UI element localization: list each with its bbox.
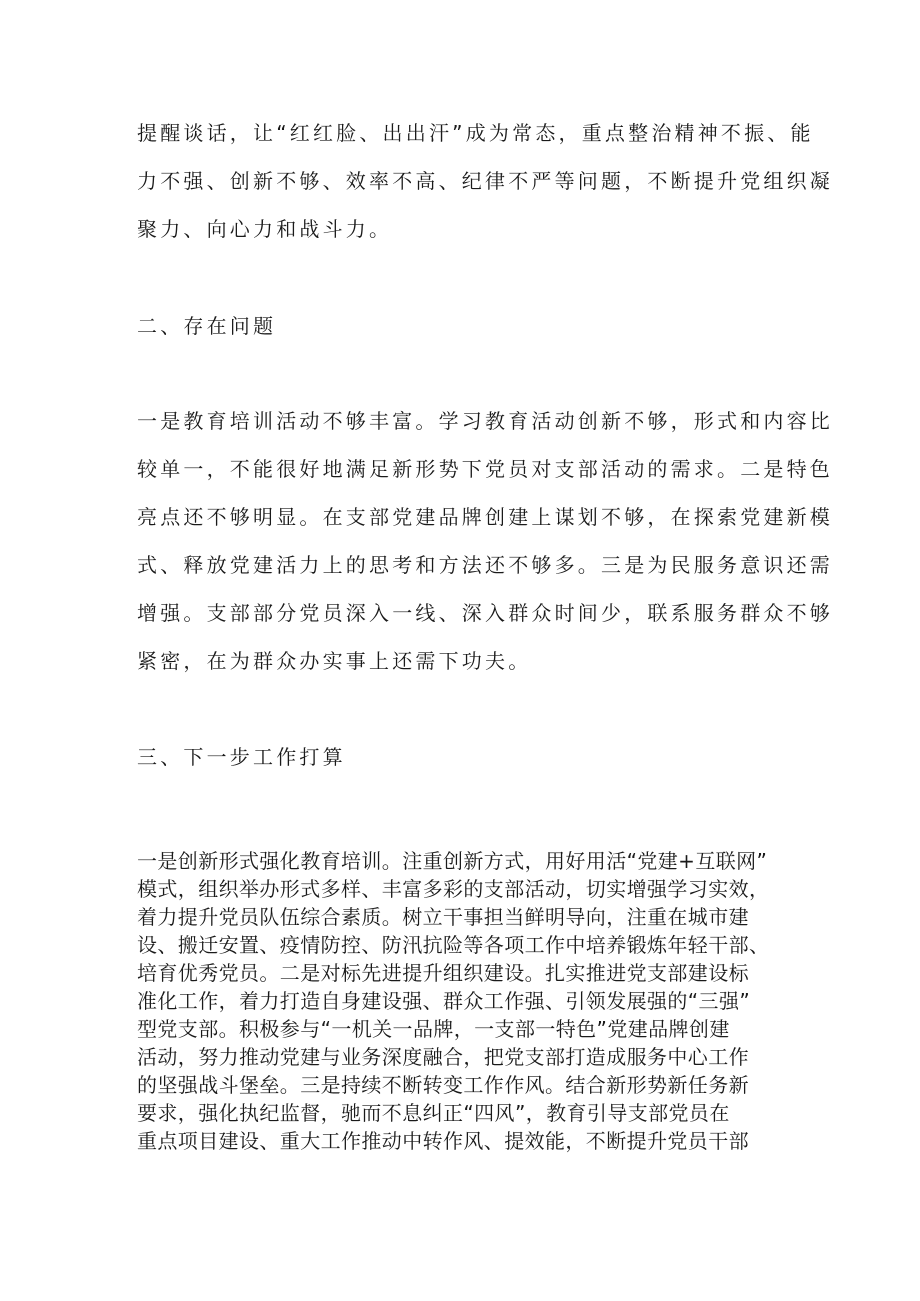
section-heading-next-steps: 三、下一步工作打算 bbox=[137, 745, 346, 769]
problems-line-4: 式、释放党建活力上的思考和方法还不够多。三是为民服务意识还需 bbox=[137, 553, 833, 577]
next-steps-line-1: 一是创新形式强化教育培训。注重创新方式，用好用活“党建+互联网” bbox=[137, 849, 768, 873]
problems-line-6: 紧密，在为群众办实事上还需下功夫。 bbox=[137, 649, 532, 673]
next-steps-line-5: 培育优秀党员。二是对标先进提升组织建设。扎实推进党支部建设标 bbox=[137, 961, 749, 985]
intro-line-2: 力不强、创新不够、效率不高、纪律不严等问题，不断提升党组织凝 bbox=[137, 169, 833, 193]
next-steps-line-6: 准化工作，着力打造自身建设强、群众工作强、引领发展强的“三强” bbox=[137, 989, 751, 1013]
next-steps-line-10: 要求，强化执纪监督，驰而不息纠正“四风”，教育引导支部党员在 bbox=[137, 1101, 730, 1125]
intro-line-3: 聚力、向心力和战斗力。 bbox=[137, 217, 393, 241]
next-steps-line-3: 着力提升党员队伍综合素质。树立干事担当鲜明导向，注重在城市建 bbox=[137, 905, 749, 929]
next-steps-line-2: 模式，组织举办形式多样、丰富多彩的支部活动，切实增强学习实效， bbox=[137, 877, 770, 901]
problems-line-1: 一是教育培训活动不够丰富。学习教育活动创新不够，形式和内容比 bbox=[137, 409, 833, 433]
next-steps-line-4: 设、搬迁安置、疫情防控、防汛抗险等各项工作中培养锻炼年轻干部、 bbox=[137, 933, 770, 957]
next-steps-line-11: 重点项目建设、重大工作推动中转作风、提效能，不断提升党员干部 bbox=[137, 1129, 749, 1153]
problems-line-2: 较单一，不能很好地满足新形势下党员对支部活动的需求。二是特色 bbox=[137, 457, 833, 481]
next-steps-line-8: 活动，努力推动党建与业务深度融合，把党支部打造成服务中心工作 bbox=[137, 1045, 749, 1069]
problems-line-3: 亮点还不够明显。在支部党建品牌创建上谋划不够，在探索党建新模 bbox=[137, 505, 833, 529]
next-steps-line-9: 的坚强战斗堡垒。三是持续不断转变工作作风。结合新形势新任务新 bbox=[137, 1073, 749, 1097]
section-heading-problems: 二、存在问题 bbox=[137, 314, 277, 338]
intro-line-1: 提醒谈话，让“红红脸、出出汗”成为常态，重点整治精神不振、能 bbox=[137, 121, 814, 145]
next-steps-line-7: 型党支部。积极参与“一机关一品牌，一支部一特色”党建品牌创建 bbox=[137, 1017, 730, 1041]
problems-line-5: 增强。支部部分党员深入一线、深入群众时间少，联系服务群众不够 bbox=[137, 601, 833, 625]
